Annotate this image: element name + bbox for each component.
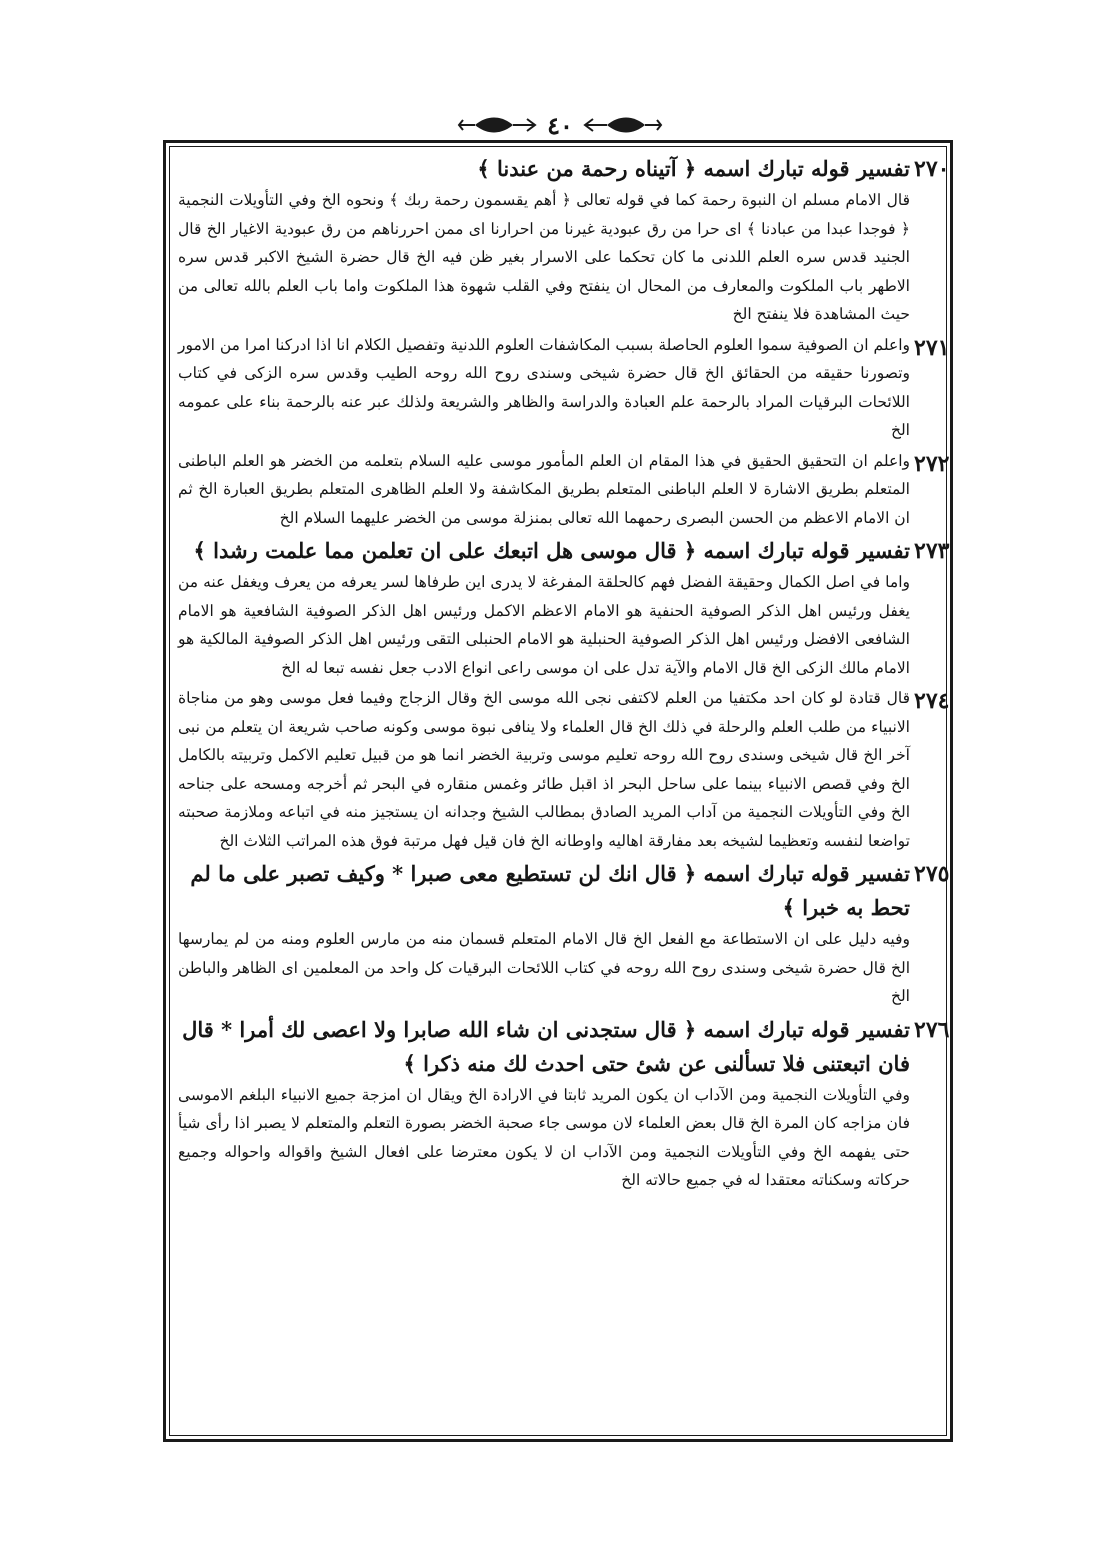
entry-275 — [178, 857, 950, 1011]
entry-number: ٢٧٣ — [914, 538, 950, 564]
entry-heading: تفسير قوله تبارك اسمه ﴿ قال انك لن تستطيع معى صبرا * وكيف تصبر على ما لم تحط به خبرا ﴾ — [190, 861, 910, 920]
entry-271 — [178, 331, 950, 445]
entry-text: وفي التأويلات النجمية ومن الآداب ان يكون المريد ثابتا في الارادة الخ ويقال ان امزجة جميع الانبياء البلغم الاموسى فان مزاجه كان المرة الخ قال بعض العلماء لان موسى جاء صحبة الخضر بصورة التعلم والمتعلم لا يصبر اذا رأى شيأ حتى يفهمه الخ وفي التأويلات النجمية ومن الآداب ان لا يكون معترضا على افعال الشيخ واقواله واحواله وجميع حركاته وسكناته معتقدا له في جميع حالاته الخ — [178, 1085, 910, 1189]
entry-270 — [178, 152, 950, 329]
entry-number: ٢٧٥ — [914, 861, 950, 887]
right-ornament — [583, 113, 663, 137]
entry-heading: تفسير قوله تبارك اسمه ﴿ قال ستجدنى ان شاء الله صابرا ولا اعصى لك أمرا * قال فان اتبعتنى فلا تسألنى عن شئ حتى احدث لك منه ذكرا ﴾ — [182, 1016, 910, 1076]
entry-number: ٢٧١ — [914, 334, 950, 361]
entry-text: واعلم ان الصوفية سموا العلوم الحاصلة بسبب المكاشفات العلوم اللدنية وتفصيل الكلام انا اذا ادركنا امرا من الامور وتصورنا حقيقه من الحقائق الخ قال حضرة شيخى وسندى روح الله روحه الطيب وقدس سره الزكى في كتاب اللائحات البرقيات المراد بالرحمة علم العبادة والدراسة والظاهر والشريعة ولذلك عبر عنه بالرحمة بناء على عمومه الخ — [178, 335, 910, 439]
entry-heading: تفسير قوله تبارك اسمه ﴿ قال موسى هل اتبعك على ان تعلمن مما علمت رشدا ﴾ — [193, 538, 910, 563]
entry-272 — [178, 447, 950, 533]
entry-text: واما في اصل الكمال وحقيقة الفضل فهم كالحلقة المفرغة لا يدرى اين طرفاها لسر يعرفه من يعرف ويغفل عنه من يغفل ورئيس اهل الذكر الصوفية الحنفية هو الامام الاعظم الاكمل ورئيس اهل الذكر الصوفية الشافعية هو الامام الشافعى الافضل ورئيس اهل الذكر الصوفية الحنبلية هو الامام الحنبلى التقى ورئيس اهل الذكر الصوفية المالكية هو الامام مالك الزكى الخ قال الامام والآية تدل على ان موسى راعى انواع الادب جعل نفسه تبعا له الخ — [178, 573, 910, 677]
entry-274 — [178, 684, 950, 855]
entry-273 — [178, 534, 950, 682]
entry-text: وفيه دليل على ان الاستطاعة مع الفعل الخ قال الامام المتعلم قسمان منه من مارس العلوم ومنه من لم يمارسها الخ قال حضرة شيخى وسندى روح الله روحه في كتاب اللائحات البرقيات كل واحد من المعلمين اى الظاهر والباطن الخ — [178, 930, 910, 1005]
entry-text: قال الامام مسلم ان النبوة رحمة كما في قوله تعالى ﴿ أهم يقسمون رحمة ربك ﴾ ونحوه الخ وفي التأويلات النجمية ﴿ فوجدا عبدا من عبادنا ﴾ اى حرا من رق عبودية غيرنا من احرارنا اى ممن احررناهم من رق عبودية الاغيار الخ قال الجنيد قدس سره العلم اللدنى ما كان تحكما على الاسرار بغير ظن فيه الخ قال حضرة الشيخ الاكبر قدس سره الاطهر باب الملكوت والمعارف من المحال ان ينفتح وفي القلب شهوة هذا الملكوت واما باب العلم بالله تعالى من حيث المشاهدة فلا ينفتح الخ — [178, 191, 910, 323]
entry-text: واعلم ان التحقيق الحقيق في هذا المقام ان العلم المأمور موسى عليه السلام بتعلمه من الخضر هو العلم الباطنى المتعلم بطريق الاشارة لا العلم الباطنى المتعلم بطريق المكاشفة ولا العلم الظاهرى المتعلم بطريق العبارة الخ ثم ان الامام الاعظم من الحسن البصرى رحمهما الله تعالى بمنزلة موسى من الخضر عليهما السلام الخ — [178, 451, 910, 527]
entry-276 — [178, 1013, 950, 1195]
entry-number: ٢٧٠ — [914, 156, 950, 182]
entry-text: قال قتادة لو كان احد مكتفيا من العلم لاكتفى نجى الله موسى الخ وقال الزجاج وفيما فعل موسى وهو من مناجاة الانبياء من طلب العلم والرحلة في ذلك الخ قال العلماء ولا ينافى نبوة موسى وكونه صاحب شريعة ان يتعلم من نبى آخر الخ قال شيخى وسندى روح الله روحه تعليم موسى وتربية الخضر انما هو من قبيل تعليم الاكمل وتربيته بالكامل الخ وفي قصص الانبياء بينما على ساحل البحر اذ اقبل طائر وغمس منقاره في البحر ثم أخرجه ومسحه على جناحه الخ وفي التأويلات النجمية من آداب المريد الصادق بمطالب الشيخ وجدانه ان يستجيز منه في اتباعه وملازمة صحبته تواضعا لنفسه وتعظيما لشيخه بعد مفارقة اهاليه واوطانه الخ فان قيل فهل مرتبة فوق هذه المراتب الثلاث الخ — [178, 689, 910, 850]
entry-heading: تفسير قوله تبارك اسمه ﴿ آتيناه رحمة من عندنا ﴾ — [477, 156, 910, 181]
entry-number: ٢٧٢ — [914, 450, 950, 477]
page-header — [0, 108, 1120, 142]
text-column — [178, 152, 950, 1197]
page-number: ٤٠ — [547, 110, 573, 140]
left-ornament — [457, 113, 537, 137]
entry-number: ٢٧٦ — [914, 1016, 950, 1043]
entry-number: ٢٧٤ — [914, 688, 950, 714]
